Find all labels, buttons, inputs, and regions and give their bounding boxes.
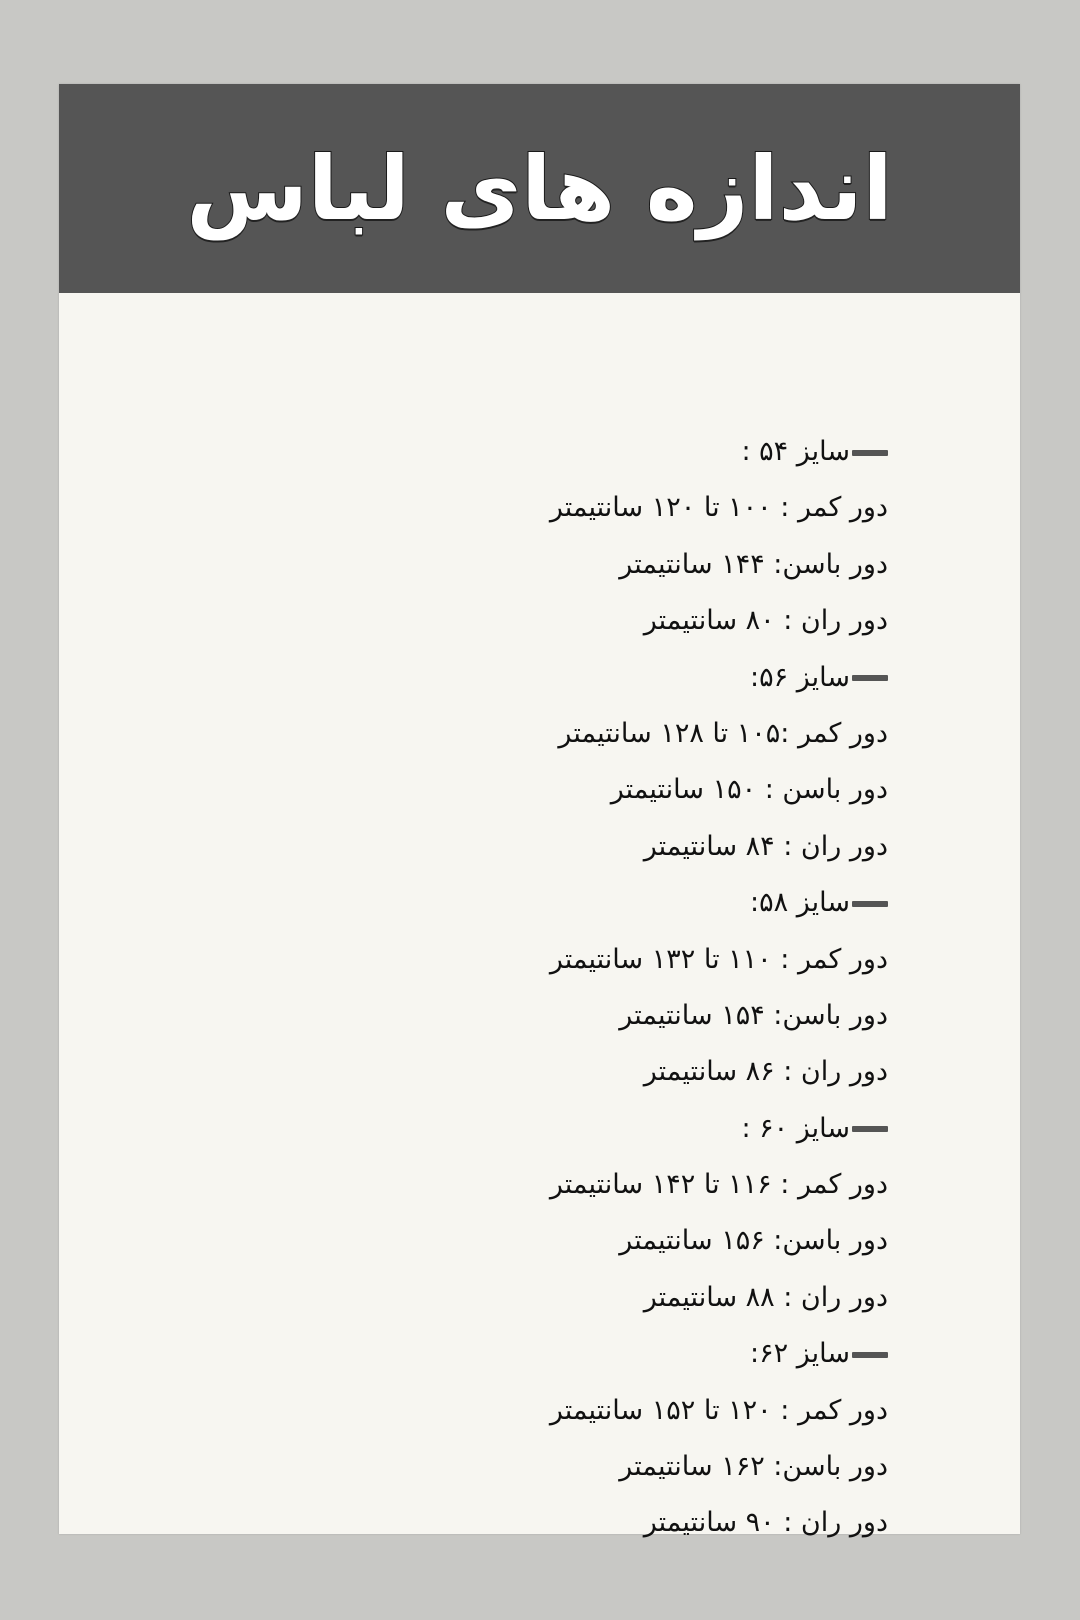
dash-bullet-icon (852, 675, 888, 681)
size-block-60 (128, 1101, 888, 1327)
size-chart-card (59, 84, 1020, 1539)
size-block-58 (128, 875, 888, 1101)
hip-measurement: دور باسن: ۱۶۲ سانتیمتر (619, 1451, 888, 1483)
title-banner (59, 84, 1020, 293)
size-heading-label: سایز ۵۶: (750, 661, 850, 693)
dash-bullet-icon (852, 1352, 888, 1358)
size-heading-label: سایز ۶۰ : (741, 1112, 850, 1144)
waist-measurement: دور کمر :۱۰۵ تا ۱۲۸ سانتیمتر (558, 717, 888, 749)
size-heading-label: سایز ۵۸: (750, 887, 850, 919)
thigh-measurement: دور ران : ۸۴ سانتیمتر (643, 830, 888, 862)
size-block-56 (128, 650, 888, 876)
hip-measurement: دور باسن: ۱۴۴ سانتیمتر (619, 548, 888, 580)
waist-measurement: دور کمر : ۱۰۰ تا ۱۲۰ سانتیمتر (549, 492, 888, 524)
hip-measurement: دور باسن: ۱۵۶ سانتیمتر (619, 1225, 888, 1257)
size-heading-label: سایز ۵۴ : (741, 436, 850, 467)
size-heading-label: سایز ۶۲: (750, 1338, 850, 1370)
page-title: اندازه های لباس (186, 137, 893, 240)
size-heading (128, 650, 888, 706)
thigh-measurement: دور ران : ۸۰ سانتیمتر (643, 605, 888, 637)
size-heading (128, 875, 888, 931)
dash-bullet-icon (852, 901, 888, 907)
size-heading (128, 1101, 888, 1157)
dash-bullet-icon (852, 450, 888, 456)
size-heading (128, 424, 888, 480)
size-heading (128, 1326, 888, 1382)
waist-measurement: دور کمر : ۱۲۰ تا ۱۵۲ سانتیمتر (549, 1394, 888, 1426)
hip-measurement: دور باسن: ۱۵۴ سانتیمتر (619, 999, 888, 1031)
thigh-measurement: دور ران : ۸۶ سانتیمتر (643, 1056, 888, 1088)
waist-measurement: دور کمر : ۱۱۶ تا ۱۴۲ سانتیمتر (549, 1169, 888, 1201)
thigh-measurement: دور ران : ۸۸ سانتیمتر (643, 1281, 888, 1313)
thigh-measurement: دور ران : ۹۰ سانتیمتر (643, 1507, 888, 1539)
dash-bullet-icon (852, 1126, 888, 1132)
hip-measurement: دور باسن : ۱۵۰ سانتیمتر (610, 774, 888, 806)
size-block-62 (128, 1326, 888, 1552)
size-block-54 (128, 424, 888, 650)
size-list (128, 424, 888, 1552)
waist-measurement: دور کمر : ۱۱۰ تا ۱۳۲ سانتیمتر (549, 943, 888, 975)
